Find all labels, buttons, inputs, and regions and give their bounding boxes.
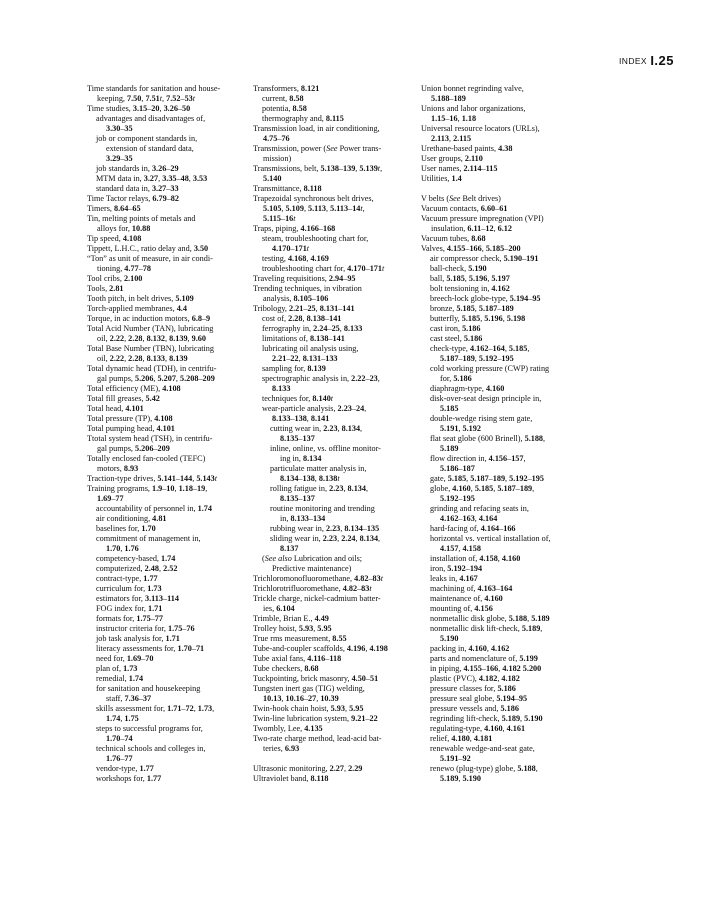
index-subentry: air compressor check, 5.190–191 xyxy=(430,254,539,263)
index-entry: Total fill greases, 5.42 xyxy=(87,394,160,403)
index-subentry: plastic (PVC), 4.182, 4.182 xyxy=(430,674,520,683)
index-entry: Tooth pitch, in belt drives, 5.109 xyxy=(87,294,194,303)
index-entry: Time Tactor relays, 6.79–82 xyxy=(87,194,179,203)
index-subentry: breech-lock globe-type, 5.194–95 xyxy=(430,294,541,303)
index-subentry: mounting of, 4.156 xyxy=(430,604,493,613)
index-entry: Training programs, 1.9–10, 1.18–19, 1.69–77 xyxy=(87,484,208,503)
index-entry: Twin-line lubrication system, 9.21–22 xyxy=(253,714,378,723)
index-subentry: wear-particle analysis, 2.23–24, 8.133–138, 8.141 xyxy=(262,404,367,423)
running-header xyxy=(0,55,718,69)
index-subentry: workshops for, 1.77 xyxy=(96,774,162,783)
index-entry: Total Acid Number (TAN), lubricating oil, 2.22, 2.28, 8.132, 8.139, 9.60 xyxy=(87,324,214,343)
index-subentry: pressure vessels and, 5.186 xyxy=(430,704,519,713)
index-subentry: parts and nomenclature of, 5.199 xyxy=(430,654,538,663)
index-entry: Tungsten inert gas (TIG) welding, 10.13, 10.16–27, 10.39 xyxy=(253,684,365,703)
index-subentry: thermography and, 8.115 xyxy=(262,114,344,123)
index-subentry: advantages and disadvantages of, 3.30–35 xyxy=(96,114,206,133)
index-subentry: nonmetallic disk globe, 5.188, 5.189 xyxy=(430,614,550,623)
index-subentry: ball-check, 5.190 xyxy=(430,264,487,273)
index-subentry: sliding wear in, 2.23, 2.24, 8.134, 8.137 xyxy=(270,534,381,553)
index-entry: Tube axial fans, 4.116–118 xyxy=(253,654,342,663)
index-entry: Traps, piping, 4.166–168 xyxy=(253,224,336,233)
index-subentry: routine monitoring and trending in, 8.133–134 xyxy=(270,504,375,523)
index-entry: Totally enclosed fan-cooled (TEFC) motors, 8.93 xyxy=(87,454,206,473)
index-entry: Twombly, Lee, 4.135 xyxy=(253,724,323,733)
index-subentry: steps to successful programs for, 1.70–74 xyxy=(96,724,203,743)
index-subentry: curriculum for, 1.73 xyxy=(96,584,162,593)
running-head-title: INDEX xyxy=(619,56,647,66)
index-subentry: iron, 5.192–194 xyxy=(430,564,483,573)
index-subentry: technical schools and colleges in, 1.76–77 xyxy=(96,744,206,763)
index-entry: Tube-and-coupler scaffolds, 4.196, 4.198 xyxy=(253,644,388,653)
index-subentry: plan of, 1.73 xyxy=(96,664,138,673)
index-entry: True rms measurement, 8.55 xyxy=(253,634,347,643)
index-entry: Transformers, 8.121 xyxy=(253,84,320,93)
index-subentry: formats for, 1.75–77 xyxy=(96,614,163,623)
index-subentry: instructor criteria for, 1.75–76 xyxy=(96,624,195,633)
index-entry: Tool cribs, 2.100 xyxy=(87,274,143,283)
index-subentry: rubbing wear in, 2.23, 8.134–135 xyxy=(270,524,380,533)
index-entry: User groups, 2.110 xyxy=(421,154,483,163)
index-entry: Total head, 4.101 xyxy=(87,404,144,413)
index-entry: User names, 2.114–115 xyxy=(421,164,498,173)
index-subentry: particulate matter analysis in, 8.134–138, 8.138t xyxy=(270,464,367,483)
index-entry: Transmittance, 8.118 xyxy=(253,184,322,193)
index-entry: Torque, in ac induction motors, 6.8–9 xyxy=(87,314,211,323)
index-entry: Transmissions, belt, 5.138–139, 5.139t, 5.140 xyxy=(253,164,383,183)
index-entry: Union bonnet regrinding valve, 5.188–189 xyxy=(421,84,524,103)
index-entry: V belts (See Belt drives) xyxy=(421,194,501,203)
index-subentry: nonmetallic disk lift-check, 5.189, 5.190 xyxy=(430,624,543,643)
index-entry: Trapezoidal synchronous belt drives, 5.105, 5.109, 5.113, 5.113–14t, 5.115–16t xyxy=(253,194,374,223)
index-subentry: commitment of management in, 1.70, 1.76 xyxy=(96,534,201,553)
index-column-3 xyxy=(421,84,589,784)
index-entry: Total efficiency (ME), 4.108 xyxy=(87,384,181,393)
index-subentry: troubleshooting chart for, 4.170–171t xyxy=(262,264,385,273)
index-subentry: air conditioning, 4.81 xyxy=(96,514,167,523)
index-subentry: double-wedge rising stem gate, 5.191, 5.192 xyxy=(430,414,533,433)
index-subentry: in piping, 4.155–166, 4.182 5.200 xyxy=(430,664,542,673)
index-subentry: (See also Lubrication and oils; Predictive maintenance) xyxy=(262,554,363,573)
index-subentry: potentia, 8.58 xyxy=(262,104,307,113)
index-entry: Transmission, power (See Power trans- mission) xyxy=(253,144,382,163)
index-entry: Unions and labor organizations, 1.15–16, 1.18 xyxy=(421,104,526,123)
index-entry: Vacuum tubes, 8.68 xyxy=(421,234,486,243)
index-subentry: remedial, 1.74 xyxy=(96,674,144,683)
index-entry: Tuckpointing, brick masonry, 4.50–51 xyxy=(253,674,379,683)
index-subentry: FOG index for, 1.71 xyxy=(96,604,163,613)
index-subentry: renewable wedge-and-seat gate, 5.191–92 xyxy=(430,744,535,763)
index-entry: Total dynamic head (TDH), in centrifu- gal pumps, 5.206, 5.207, 5.208–209 xyxy=(87,364,217,383)
index-subentry: butterfly, 5.185, 5.196, 5.198 xyxy=(430,314,526,323)
index-subentry: grinding and refacing seats in, 4.162–163, 4.164 xyxy=(430,504,529,523)
index-column-2 xyxy=(253,84,421,784)
index-entry: Total pumping head, 4.101 xyxy=(87,424,175,433)
index-subentry: contract-type, 1.77 xyxy=(96,574,158,583)
index-subentry: job task analysis for, 1.71 xyxy=(96,634,180,643)
index-subentry: lubricating oil analysis using, 2.21–22, 8.131–133 xyxy=(262,344,359,363)
index-subentry: techniques for, 8.140t xyxy=(262,394,334,403)
index-subentry: job or component standards in, extension of standard data, 3.29–35 xyxy=(96,134,198,163)
index-entry: Trickle charge, nickel-cadmium batter- ies, 6.104 xyxy=(253,594,381,613)
index-subentry: testing, 4.168, 4.169 xyxy=(262,254,329,263)
index-subentry: cost of, 2.28, 8.138–141 xyxy=(262,314,342,323)
index-subentry: literacy assessments for, 1.70–71 xyxy=(96,644,205,653)
index-entry: Ttotal system head (TSH), in centrifu- gal pumps, 5.206–209 xyxy=(87,434,213,453)
index-subentry: competency-based, 1.74 xyxy=(96,554,176,563)
index-subentry: standard data in, 3.27–33 xyxy=(96,184,179,193)
index-entry: Tip speed, 4.108 xyxy=(87,234,142,243)
index-subentry: inline, online, vs. offline monitor- ing in, 8.134 xyxy=(270,444,381,463)
index-entry: Tube checkers, 8.68 xyxy=(253,664,319,673)
index-subentry: regrinding lift-check, 5.189, 5.190 xyxy=(430,714,543,723)
index-subentry: leaks in, 4.167 xyxy=(430,574,478,583)
index-entry: Twin-hook chain hoist, 5.93, 5.95 xyxy=(253,704,364,713)
index-subentry: bolt tensioning in, 4.162 xyxy=(430,284,510,293)
index-entry: Utilities, 1.4 xyxy=(421,174,462,183)
index-entry: Vacuum contacts, 6.60–61 xyxy=(421,204,508,213)
index-subentry: flat seat globe (600 Brinell), 5.188, 5.189 xyxy=(430,434,546,453)
index-subentry: MTM data in, 3.27, 3.35–48, 3.53 xyxy=(96,174,208,183)
index-subentry: machining of, 4.163–164 xyxy=(430,584,513,593)
index-column-1 xyxy=(87,84,255,784)
index-subentry: vendor-type, 1.77 xyxy=(96,764,154,773)
index-entry: Trimble, Brian E., 4.49 xyxy=(253,614,329,623)
index-subentry: check-type, 4.162–164, 5.185, 5.187–189, 5.192–195 xyxy=(430,344,530,363)
index-subentry: bronze, 5.185, 5.187–189 xyxy=(430,304,514,313)
index-subentry: skills assessment for, 1.71–72, 1.73, 1.74, 1.75 xyxy=(96,704,215,723)
index-subentry: cold working pressure (CWP) rating for, 5.186 xyxy=(430,364,550,383)
index-subentry: estimators for, 3.113–114 xyxy=(96,594,179,603)
index-subentry: baselines for, 1.70 xyxy=(96,524,156,533)
index-subentry: cutting wear in, 2.23, 8.134, 8.135–137 xyxy=(270,424,363,443)
index-entry: Ultrasonic monitoring, 2.27, 2.29 xyxy=(253,764,363,773)
index-subentry: accountability of personnel in, 1.74 xyxy=(96,504,212,513)
index-subentry: disk-over-seat design principle in, 5.185 xyxy=(430,394,542,413)
index-subentry: flow direction in, 4.156–157, 5.186–187 xyxy=(430,454,526,473)
index-entry: Universal resource locators (URLs), 2.113, 2.115 xyxy=(421,124,540,143)
index-entry: Tin, melting points of metals and alloys for, 10.88 xyxy=(87,214,196,233)
index-entry: Torch-applied membranes, 4.4 xyxy=(87,304,187,313)
index-subentry: gate, 5.185, 5.187–189, 5.192–195 xyxy=(430,474,544,483)
index-entry: Ultraviolet band, 8.118 xyxy=(253,774,329,783)
index-entry: Trichloromonofluoromethane, 4.82–83t xyxy=(253,574,384,583)
index-entry: Tippett, L.H.C., ratio delay and, 3.50 xyxy=(87,244,209,253)
page-number: I.25 xyxy=(650,53,674,68)
index-entry: Tools, 2.81 xyxy=(87,284,124,293)
index-subentry: steam, troubleshooting chart for, 4.170–171t xyxy=(262,234,369,253)
index-subentry: cast iron, 5.186 xyxy=(430,324,481,333)
index-entry: Total Base Number (TBN), lubricating oil, 2.22, 2.28, 8.133, 8.139 xyxy=(87,344,214,363)
index-entry: Tribology, 2.21–25, 8.131–141 xyxy=(253,304,355,313)
index-entry: Time standards for sanitation and house- keeping, 7.50, 7.51t, 7.52–53t xyxy=(87,84,221,103)
index-subentry: current, 8.58 xyxy=(262,94,304,103)
index-subentry: need for, 1.69–70 xyxy=(96,654,154,663)
index-subentry: renewo (plug-type) globe, 5.188, 5.189, 5.190 xyxy=(430,764,538,783)
index-entry: Traveling requisitions, 2.94–95 xyxy=(253,274,356,283)
index-subentry: computerized, 2.48, 2.52 xyxy=(96,564,178,573)
index-subentry: globe, 4.160, 5.185, 5.187–189, 5.192–195 xyxy=(430,484,535,503)
index-subentry: for sanitation and housekeeping staff, 7.36–37 xyxy=(96,684,201,703)
index-subentry: maintenance of, 4.160 xyxy=(430,594,503,603)
index-entry: Traction-type drives, 5.141–144, 5.143t xyxy=(87,474,218,483)
index-subentry: pressure seal globe, 5.194–95 xyxy=(430,694,528,703)
index-subentry: limitations of, 8.138–141 xyxy=(262,334,345,343)
index-entry: Transmission load, in air conditioning, 4.75–76 xyxy=(253,124,380,143)
index-subentry: ball, 5.185, 5.196, 5.197 xyxy=(430,274,510,283)
index-entry: Vacuum pressure impregnation (VPI) insulation, 6.11–12, 6.12 xyxy=(421,214,544,233)
index-subentry: cast steel, 5.186 xyxy=(430,334,483,343)
index-subentry: horizontal vs. vertical installation of, 4.157, 4.158 xyxy=(430,534,551,553)
index-subentry: sampling for, 8.139 xyxy=(262,364,326,373)
index-subentry: spectrographic analysis in, 2.22–23, 8.133 xyxy=(262,374,380,393)
index-entry: Trolley hoist, 5.93, 5.95 xyxy=(253,624,332,633)
index-entry: Time studies, 3.15–20, 3.26–50 xyxy=(87,104,191,113)
index-subentry: ferrography in, 2.24–25, 8.133 xyxy=(262,324,363,333)
index-entry: Total pressure (TP), 4.108 xyxy=(87,414,173,423)
index-subentry: job standards in, 3.26–29 xyxy=(96,164,179,173)
index-subentry: pressure classes for, 5.186 xyxy=(430,684,516,693)
index-entry: Timers, 8.64–65 xyxy=(87,204,141,213)
index-entry: Urethane-based paints, 4.38 xyxy=(421,144,513,153)
index-subentry: installation of, 4.158, 4.160 xyxy=(430,554,521,563)
index-entry: Valves, 4.155–166, 5.185–200 xyxy=(421,244,521,253)
index-entry: Two-rate charge method, lead-acid bat- teries, 6.93 xyxy=(253,734,382,753)
index-entry: “Ton” as unit of measure, in air condi- tioning, 4.77–78 xyxy=(87,254,213,273)
index-subentry: diaphragm-type, 4.160 xyxy=(430,384,505,393)
index-subentry: relief, 4.180, 4.181 xyxy=(430,734,493,743)
index-subentry: regulating-type, 4.160, 4.161 xyxy=(430,724,526,733)
index-subentry: hard-facing of, 4.164–166 xyxy=(430,524,516,533)
index-entry: Trending techniques, in vibration analysis, 8.105–106 xyxy=(253,284,362,303)
index-subentry: packing in, 4.160, 4.162 xyxy=(430,644,510,653)
index-subentry: rolling fatigue in, 2.23, 8.134, 8.135–137 xyxy=(270,484,369,503)
index-entry: Trichlorotrifluoromethane, 4.82–83t xyxy=(253,584,372,593)
